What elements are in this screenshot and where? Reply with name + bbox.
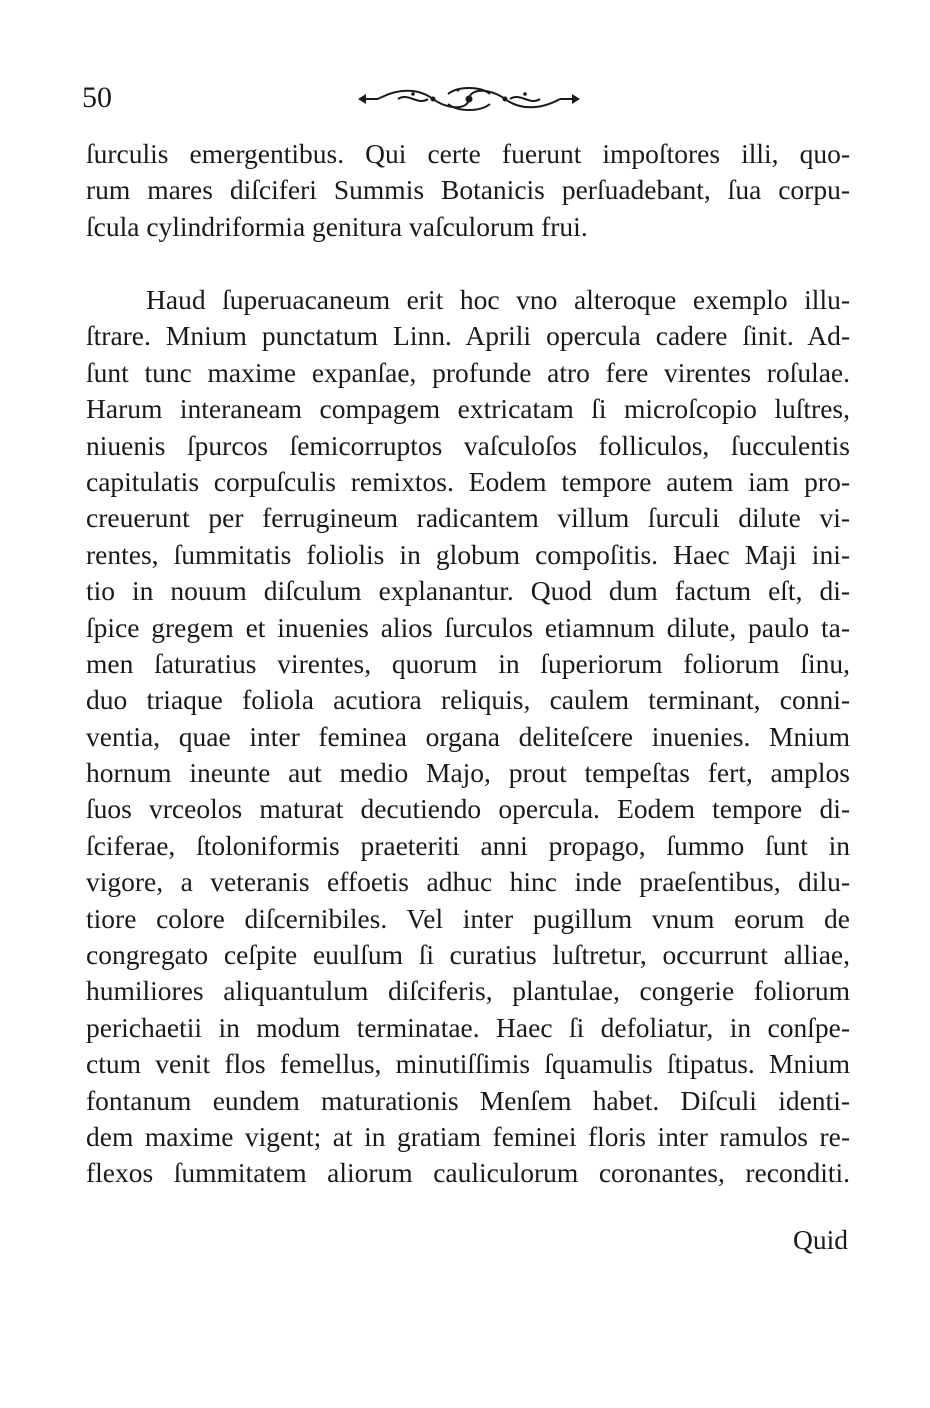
paragraph-1 — [86, 136, 850, 245]
text-line: hornum ineunte aut medio Majo, prout tempeſtas fert, amplos — [86, 757, 850, 789]
text-line: capitulatis corpuſculis remixtos. Eodem tempore autem iam pro- — [86, 465, 850, 497]
text-line: flexos ſummitatem aliorum cauliculorum coronantes, reconditi. — [86, 1157, 850, 1189]
text-line: Harum interaneam compagem extricatam ſi microſcopio luſtres, — [86, 393, 850, 425]
text-line: rum mares diſciferi Summis Botanicis perſuadebant, ſua corpu- — [86, 174, 850, 206]
text-line: duo triaque foliola acutiora reliquis, caulem terminant, conni- — [86, 684, 850, 716]
text-line: men ſaturatius virentes, quorum in ſuperiorum foliorum ſinu, — [86, 647, 850, 679]
decorative-headpiece-icon — [358, 84, 580, 114]
text-line: niuenis ſpurcos ſemicorruptos vaſculoſos folliculos, ſucculentis — [86, 429, 850, 461]
text-line: ſtrare. Mnium punctatum Linn. Aprili opercula cadere ſinit. Ad- — [86, 320, 850, 352]
text-line: ſciferae, ſtoloniformis praeteriti anni propago, ſummo ſunt in — [86, 829, 850, 861]
text-line: congregato ceſpite euulſum ſi curatius luſtretur, occurrunt alliae, — [86, 939, 850, 971]
text-line: ſuos vrceolos maturat decutiendo opercula. Eodem tempore di- — [86, 793, 850, 825]
text-line: humiliores aliquantulum diſciferis, plantulae, congerie foliorum — [86, 975, 850, 1007]
text-line: fontanum eundem maturationis Menſem habet. Diſculi identi- — [86, 1084, 850, 1116]
text-line: ſurculis emergentibus. Qui certe fuerunt impoſtores illi, quo- — [86, 138, 850, 169]
text-line: tio in nouum diſculum explanantur. Quod dum factum eſt, di- — [86, 575, 850, 607]
text-line: dem maxime vigent; at in gratiam feminei floris inter ramulos re- — [86, 1120, 850, 1152]
paragraph-2 — [86, 282, 850, 1192]
catchword: Quid — [793, 1224, 848, 1255]
text-line: ſcula cylindriformia genitura vaſculorum frui. — [86, 210, 588, 242]
text-line: tiore colore diſcernibiles. Vel inter pugillum vnum eorum de — [86, 902, 850, 934]
text-line: rentes, ſummitatis foliolis in globum compoſitis. Haec Maji ini- — [86, 538, 850, 570]
page-number: 50 — [82, 81, 112, 114]
text-line: creuerunt per ferrugineum radicantem villum ſurculi dilute vi- — [86, 502, 850, 534]
text-line: ventia, quae inter feminea organa deliteſcere inuenies. Mnium — [86, 720, 850, 752]
text-line: ctum venit flos femellus, minutiſſimis ſquamulis ſtipatus. Mnium — [86, 1048, 850, 1080]
text-line: vigore, a veteranis effoetis adhuc hinc inde praeſentibus, dilu- — [86, 866, 850, 898]
text-line: ſunt tunc maxime expanſae, profunde atro fere virentes roſulae. — [86, 356, 850, 388]
text-line: ſpice gregem et inuenies alios ſurculos etiamnum dilute, paulo ta- — [86, 611, 850, 643]
text-line: Haud ſuperuacaneum erit hoc vno alteroque exemplo illu- — [146, 284, 850, 315]
text-line: perichaetii in modum terminatae. Haec ſi defoliatur, in conſpe- — [86, 1011, 850, 1043]
